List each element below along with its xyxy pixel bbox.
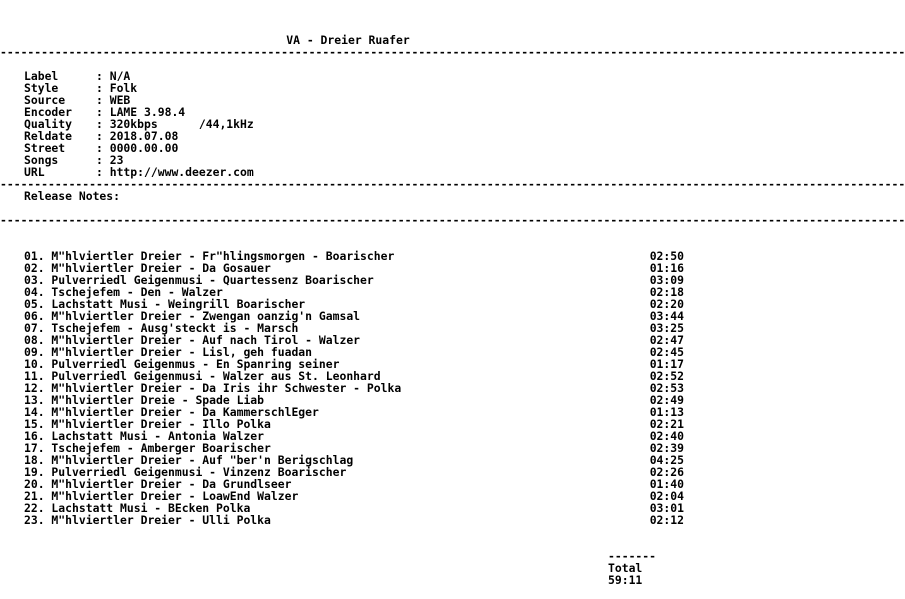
track-duration: 01:17 [649, 357, 684, 371]
track-duration: 03:09 [649, 273, 684, 287]
track-duration: 03:44 [649, 309, 684, 323]
track-title: 04. Tschejefem - Den - Walzer [24, 285, 223, 299]
track-title: 16. Lachstatt Musi - Antonia Walzer [24, 429, 265, 443]
track-duration: 01:13 [649, 405, 684, 419]
track-title: 20. M"hlviertler Dreier - Da Grundlseer [24, 477, 292, 491]
track-title: 15. M"hlviertler Dreier - Illo Polka [24, 417, 271, 431]
track-title: 17. Tschejefem - Amberger Boarischer [24, 441, 271, 455]
total-rule: ------- [608, 549, 657, 563]
track-duration: 02:04 [649, 489, 684, 503]
track-title: 10. Pulverriedl Geigenmus - En Spanring seiner [24, 357, 340, 371]
info-colon: : [96, 153, 110, 167]
track-title: 13. M"hlviertler Dreie - Spade Liab [24, 393, 265, 407]
track-title: 06. M"hlviertler Dreier - Zwengan oanzig'n Gamsal [24, 309, 361, 323]
info-key: Quality [24, 117, 73, 131]
track-duration: 01:40 [649, 477, 684, 491]
separator-info: ------------------------------------------------------------------------------------------------------------------------------------ [0, 177, 905, 191]
track-duration: 03:25 [649, 321, 684, 335]
info-key: Encoder [24, 105, 73, 119]
info-colon: : [96, 81, 110, 95]
track-duration: 02:21 [649, 417, 684, 431]
info-key: Reldate [24, 129, 73, 143]
info-key: URL [24, 165, 45, 179]
separator-notes: ------------------------------------------------------------------------------------------------------------------------------------ [0, 213, 905, 227]
info-value: 0000.00.00 [109, 141, 179, 155]
track-duration: 02:47 [649, 333, 684, 347]
track-list [24, 250, 684, 526]
track-duration: 02:20 [649, 297, 684, 311]
track-row [24, 514, 684, 526]
track-title: 19. Pulverriedl Geigenmusi - Vinzenz Boarischer [24, 465, 347, 479]
info-value: 320kbps /44,1kHz [109, 117, 254, 131]
info-block [24, 70, 684, 178]
info-value: http://www.deezer.com [109, 165, 254, 179]
track-title: 07. Tschejefem - Ausg'steckt is - Marsch [24, 321, 299, 335]
track-title: 14. M"hlviertler Dreier - Da KammerschlEger [24, 405, 319, 419]
info-key: Source [24, 93, 66, 107]
total-time: 59:11 [608, 573, 643, 587]
track-duration: 02:52 [649, 369, 684, 383]
track-title: 22. Lachstatt Musi - BEcken Polka [24, 501, 251, 515]
track-duration: 04:25 [649, 453, 684, 467]
track-title: 23. M"hlviertler Dreier - Ulli Polka [24, 513, 271, 527]
track-duration: 02:45 [649, 345, 684, 359]
track-title: 21. M"hlviertler Dreier - LoawEnd Walzer [24, 489, 299, 503]
release-notes-label: Release Notes: [24, 189, 121, 203]
track-title: 05. Lachstatt Musi - Weingrill Boarischer [24, 297, 306, 311]
info-colon: : [96, 165, 110, 179]
info-key: Street [24, 141, 66, 155]
track-title: 11. Pulverriedl Geigenmusi - Walzer aus St. Leonhard [24, 369, 381, 383]
info-colon: : [96, 69, 110, 83]
track-title: 02. M"hlviertler Dreier - Da Gosauer [24, 261, 271, 275]
info-value: WEB [109, 93, 131, 107]
info-value: 23 [109, 153, 124, 167]
track-duration: 02:49 [649, 393, 684, 407]
info-key: Songs [24, 153, 59, 167]
track-duration: 02:12 [649, 513, 684, 527]
info-value: N/A [109, 69, 131, 83]
info-colon: : [96, 117, 110, 131]
track-duration: 01:16 [649, 261, 684, 275]
track-duration: 02:18 [649, 285, 684, 299]
info-colon: : [96, 105, 110, 119]
info-key: Label [24, 69, 59, 83]
track-title: 01. M"hlviertler Dreier - Fr"hlingsmorgen - Boarischer [24, 249, 395, 263]
track-duration: 02:50 [649, 249, 684, 263]
track-duration: 02:40 [649, 429, 684, 443]
track-title: 08. M"hlviertler Dreier - Auf nach Tirol - Walzer [24, 333, 361, 347]
track-title: 18. M"hlviertler Dreier - Auf "ber'n Berigschlag [24, 453, 354, 467]
track-title: 03. Pulverriedl Geigenmusi - Quartessenz Boarischer [24, 273, 374, 287]
track-title: 09. M"hlviertler Dreier - Lisl, geh fuadan [24, 345, 313, 359]
total-label: Total [608, 561, 643, 575]
info-value: Folk [109, 81, 138, 95]
info-colon: : [96, 141, 110, 155]
info-value: 2018.07.08 [109, 129, 179, 143]
release-title: VA - Dreier Ruafer [286, 33, 410, 47]
info-colon: : [96, 129, 110, 143]
info-value: LAME 3.98.4 [109, 105, 186, 119]
track-duration: 02:26 [649, 465, 684, 479]
track-title: 12. M"hlviertler Dreier - Da Iris ihr Schwester - Polka [24, 381, 402, 395]
separator-top: ------------------------------------------------------------------------------------------------------------------------------------ [0, 45, 905, 59]
nfo-document [0, 33, 905, 587]
track-duration: 03:01 [649, 501, 684, 515]
track-duration: 02:53 [649, 381, 684, 395]
info-colon: : [96, 93, 110, 107]
track-duration: 02:39 [649, 441, 684, 455]
info-key: Style [24, 81, 59, 95]
